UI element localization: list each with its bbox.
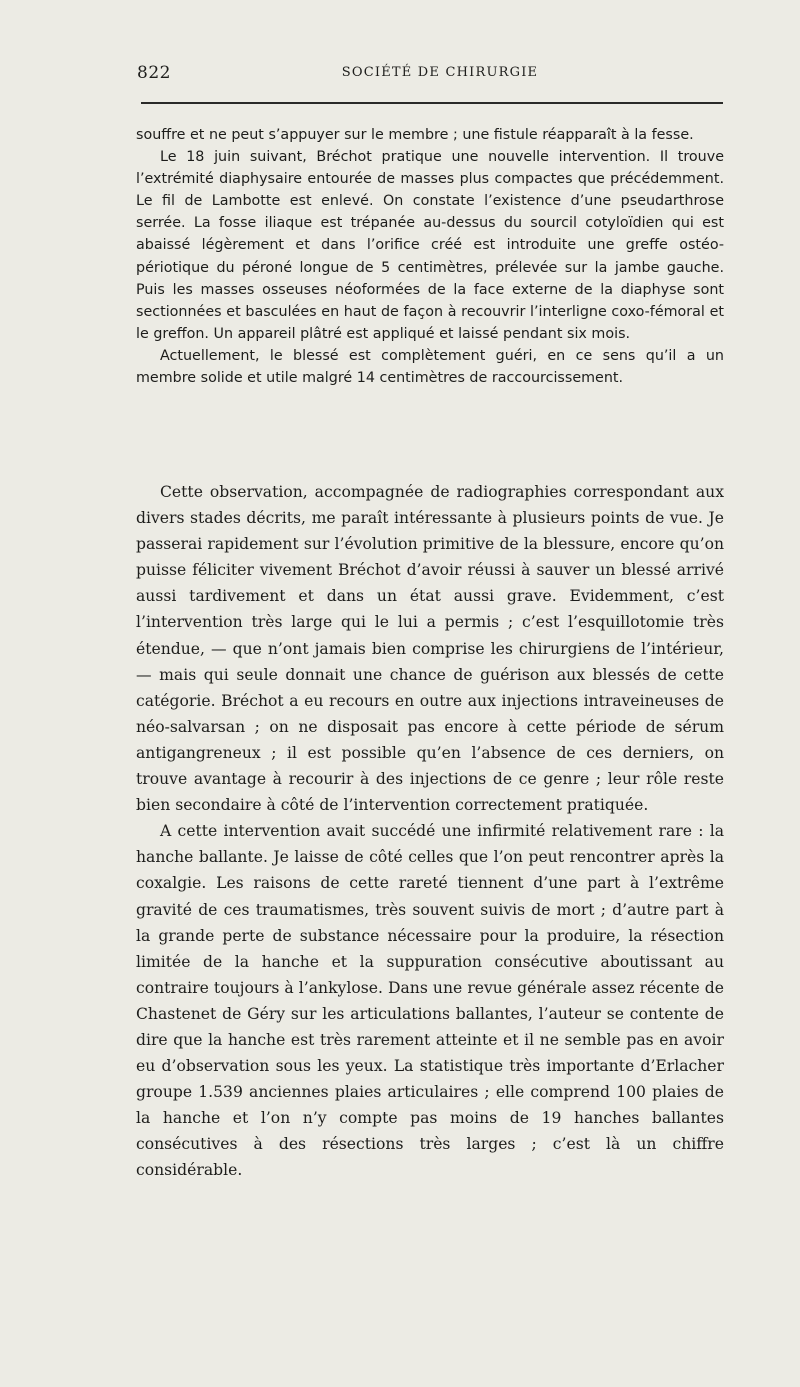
case-report-text (136, 124, 724, 389)
paragraph: Le 18 juin suivant, Bréchot pratique une nouvelle intervention. Il trouve l’extrémité diaphysaire entourée de masses plus compactes que précédemment. Le fil de Lambotte est enlevé. On constate l’existence d’une pseudarthrose serrée. La fosse iliaque est trépanée au-dessus du sourcil cotyloïdien qui est abaissé légèrement et dans l’orifice créé est introduite une greffe ostéo-périotique du péroné longue de 5 centimètres, prélevée sur la jambe gauche. Puis les masses osseuses néoformées de la face externe de la diaphyse sont sectionnées et basculées en haut de façon à recouvrir l’interligne coxo-fémoral et le greffon. Un appareil plâtré est appliqué et laissé pendant six mois. (136, 149, 724, 342)
running-title: SOCIÉTÉ DE CHIRURGIE (341, 65, 539, 80)
paragraph: Actuellement, le blessé est complètement guéri, en ce sens qu’il a un membre solide et utile malgré 14 centimètres de raccourcissement. (136, 347, 724, 387)
page-header (137, 63, 723, 87)
page-number: 822 (137, 63, 171, 83)
paragraph: souffre et ne peut s’appuyer sur le membre ; une fistule réapparaît à la fesse. (136, 127, 694, 143)
header-rule (141, 102, 723, 104)
commentary-text (136, 479, 724, 1184)
paragraph: Cette observation, accompagnée de radiographies correspondant aux divers stades décrits, me paraît intéressante à plusieurs points de vue. Je passerai rapidement sur l’évolution primitive de la blessure, encore qu’on puisse féliciter vivement Bréchot d’avoir réussi à sauver un blessé arrivé aussi tardivement et dans un état aussi grave. Evidemment, c’est l’intervention très large qui le lui a permis ; c’est l’esquillotomie très étendue, — que n’ont jamais bien comprise les chirurgiens de l’intérieur, — mais qui seule donnait une chance de guérison aux blessés de cette catégorie. Bréchot a eu recours en outre aux injections intraveineuses de néo-salvarsan ; on ne disposait pas encore à cette période de sérum antigangreneux ; il est possible qu’en l’absence de ces derniers, on trouve avantage à recourir à des injections de ce genre ; leur rôle reste bien secondaire à côté de l’intervention correctement pratiquée. (136, 483, 724, 815)
paragraph: A cette intervention avait succédé une infirmité relativement rare : la hanche ballante. Je laisse de côté celles que l’on peut rencontrer après la coxalgie. Les raisons de cette rareté tiennent d’une part à l’extrême gravité de ces traumatismes, très souvent suivis de mort ; d’autre part à la grande perte de substance nécessaire pour la produire, la résection limitée de la hanche et la suppuration consécutive aboutissant au contraire toujours à l’ankylose. Dans une revue générale assez récente de Chastenet de Géry sur les articulations ballantes, l’auteur se contente de dire que la hanche est très rarement atteinte et il ne semble pas en avoir eu d’observation sous les yeux. La statistique très importante d’Erlacher groupe 1.539 anciennes plaies articulaires ; elle comprend 100 plaies de la hanche et l’on n’y compte pas moins de 19 hanches ballantes consécutives à des résections très larges ; c’est là un chiffre considérable. (136, 822, 724, 1180)
